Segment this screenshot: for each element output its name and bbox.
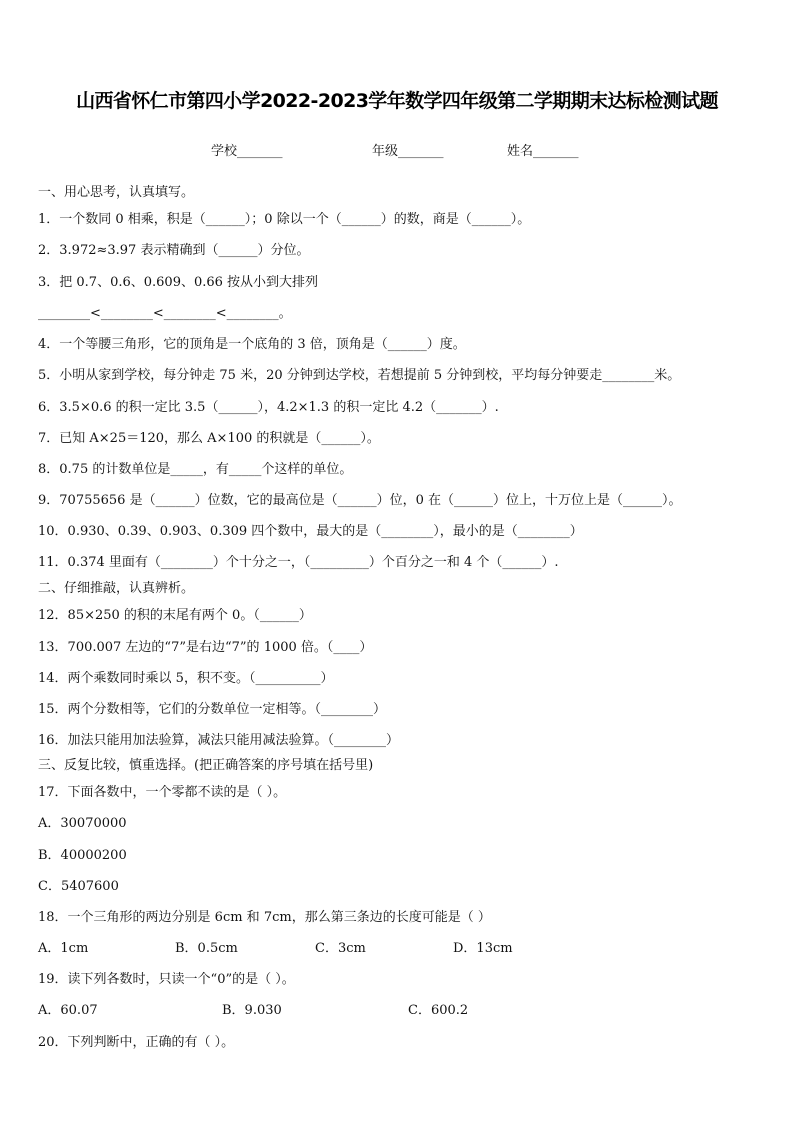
- question-18-option-a: A．1cm: [38, 941, 89, 956]
- question-15: 15．两个分数相等，它们的分数单位一定相等。（________）: [38, 702, 387, 717]
- question-3: 3．把 0.7、0.6、0.609、0.66 按从小到大排列: [38, 275, 319, 290]
- question-2: 2．3.972≈3.97 表示精确到（______）分位。: [38, 243, 310, 258]
- question-17-option-a: A．30070000: [38, 816, 127, 831]
- question-13: 13．700.007 左边的“7”是右边“7”的 1000 倍。（____）: [38, 640, 373, 655]
- name-field: 姓名_______: [507, 144, 579, 159]
- question-16: 16．加法只能用加法验算，减法只能用减法验算。（________）: [38, 733, 400, 748]
- section-3-heading: 三、反复比较，慎重选择。(把正确答案的序号填在括号里): [38, 758, 374, 773]
- question-19-option-b: B．9.030: [222, 1003, 282, 1018]
- question-17: 17．下面各数中，一个零都不读的是（ ）。: [38, 785, 287, 800]
- question-14: 14．两个乘数同时乘以 5，积不变。（__________）: [38, 671, 334, 686]
- school-field: 学校_______: [211, 144, 283, 159]
- question-6: 6．3.5×0.6 的积一定比 3.5（______），4.2×1.3 的积一定比 4.2（_______）.: [38, 400, 499, 415]
- question-4: 4．一个等腰三角形，它的顶角是一个底角的 3 倍，顶角是（______）度。: [38, 337, 466, 352]
- question-11: 11．0.374 里面有（________）个十分之一，（_________）个百分之一和 4 个（______）.: [38, 555, 559, 570]
- grade-field: 年级_______: [372, 144, 444, 159]
- question-12: 12．85×250 的积的末尾有两个 0。（______）: [38, 608, 312, 623]
- question-7: 7．已知 A×25＝120，那么 A×100 的积就是（______）。: [38, 431, 380, 446]
- question-8: 8．0.75 的计数单位是_____，有_____个这样的单位。: [38, 462, 353, 477]
- exam-title: 山西省怀仁市第四小学2022-2023学年数学四年级第二学期期末达标检测试题: [76, 90, 718, 112]
- question-20: 20．下列判断中，正确的有（ ）。: [38, 1035, 235, 1050]
- section-2-heading: 二、仔细推敲，认真辨析。: [38, 581, 195, 596]
- question-18-option-c: C．3cm: [315, 941, 366, 956]
- question-17-option-b: B．40000200: [38, 848, 127, 863]
- section-1-heading: 一、用心思考，认真填写。: [38, 185, 195, 200]
- question-18-option-d: D．13cm: [453, 941, 513, 956]
- question-17-option-c: C．5407600: [38, 879, 119, 894]
- question-18-option-b: B．0.5cm: [175, 941, 238, 956]
- question-19: 19．读下列各数时，只读一个“0”的是（ ）。: [38, 972, 295, 987]
- question-3-blanks: ________<________<________<________。: [38, 306, 292, 321]
- question-18: 18．一个三角形的两边分别是 6cm 和 7cm，那么第三条边的长度可能是（ ）: [38, 910, 491, 925]
- question-1: 1．一个数同 0 相乘，积是（______）；0 除以一个（______）的数，商是（______）。: [38, 212, 531, 227]
- question-10: 10．0.930、0.39、0.903、0.309 四个数中，最大的是（________），最小的是（________）: [38, 524, 583, 539]
- question-5: 5．小明从家到学校，每分钟走 75 米，20 分钟到达学校，若想提前 5 分钟到校，平均每分钟要走________米。: [38, 368, 681, 383]
- question-19-option-a: A．60.07: [38, 1003, 98, 1018]
- question-9: 9．70755656 是（______）位数，它的最高位是（______）位，0 在（______）位上，十万位上是（______）。: [38, 493, 682, 508]
- question-19-option-c: C．600.2: [408, 1003, 469, 1018]
